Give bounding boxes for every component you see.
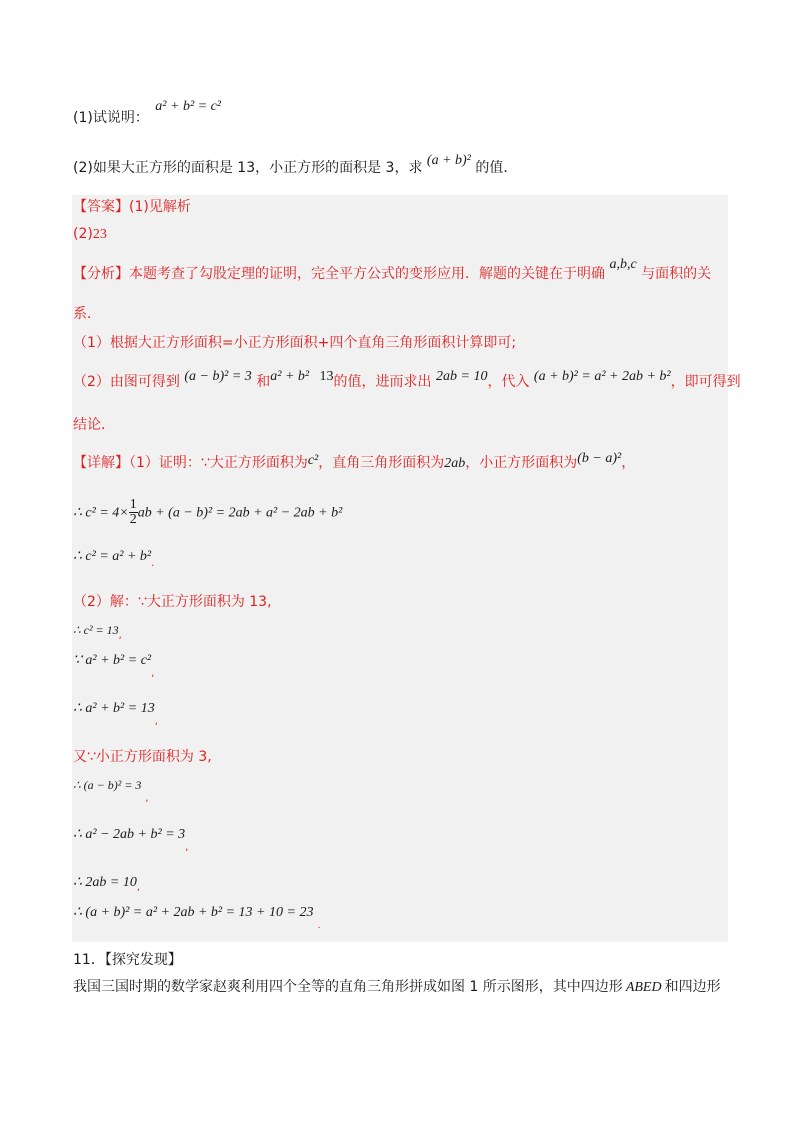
analysis-step2-f3: 2ab = 10 xyxy=(436,369,488,384)
next-text xyxy=(73,977,721,998)
detail-l6-end: , xyxy=(151,668,155,679)
question-part2 xyxy=(73,153,518,179)
detail-l5: ∴ c² = 13 xyxy=(73,623,119,637)
analysis-line2 xyxy=(73,304,101,324)
analysis-step2-c: 的值，进而求出 xyxy=(333,374,432,390)
next-text-b: 和四边形 xyxy=(664,979,721,995)
detail-p3 xyxy=(73,747,212,767)
detail-l12-end: . xyxy=(317,920,321,931)
part2-formula: (a + b)² xyxy=(426,153,471,168)
detail-line7 xyxy=(73,698,158,727)
detail-l2-post: ab + (a − b)² = 2ab + a² − 2ab + b² xyxy=(137,505,343,521)
analysis-line1 xyxy=(73,257,712,285)
detail-l11-end: , xyxy=(136,882,141,893)
question-part1 xyxy=(73,99,221,129)
detail-l10-end: , xyxy=(185,842,189,853)
detail-line2 xyxy=(73,498,342,527)
analysis-step2-f2: a² + b² xyxy=(270,369,310,384)
analysis-step2-b: 和 xyxy=(256,374,271,390)
detail-l2-pre: ∴ c² = 4× xyxy=(73,505,129,521)
next-title xyxy=(73,950,182,970)
analysis-step2-e: ，即可得到 xyxy=(670,374,741,390)
detail-p2-text: （2）解：∵大正方形面积为 13, xyxy=(73,594,272,610)
answer-item2 xyxy=(73,224,107,245)
answer-tag: 【答案】 xyxy=(73,199,129,215)
detail-p2 xyxy=(73,592,272,612)
next-text-a: 我国三国时期的数学家赵爽利用四个全等的直角三角形拼成如图 1 所示图形，其中四边形 xyxy=(73,979,623,995)
detail-line11 xyxy=(73,872,140,894)
detail-line9 xyxy=(73,775,149,804)
answer-item2-label: (2) xyxy=(73,226,93,242)
detail-p1 xyxy=(73,453,635,474)
next-title-text: 11．【探究发现】 xyxy=(73,952,182,968)
detail-p1-f2: 2ab xyxy=(444,456,466,471)
detail-line5 xyxy=(73,620,122,642)
frac-numerator: 1 xyxy=(129,497,137,512)
analysis-step2-end xyxy=(73,415,115,435)
analysis-step2-d: ，代入 xyxy=(487,374,530,390)
detail-l12: ∴ (a + b)² = a² + 2ab + b² = 13 + 10 = 23 xyxy=(73,905,314,920)
detail-line6 xyxy=(73,650,155,679)
analysis-step2-a: （2）由图可得到 xyxy=(73,374,180,390)
detail-l3: ∴ c² = a² + b² xyxy=(73,549,152,564)
detail-p1-f1: c² xyxy=(307,453,319,468)
analysis-step1 xyxy=(73,333,516,353)
detail-p1-a: （1）证明：∵大正方形面积为 xyxy=(129,455,308,471)
part2-text-b: 的值． xyxy=(475,160,518,176)
part1-label: (1)试说明： xyxy=(73,110,149,126)
part2-text-a: (2)如果大正方形的面积是 13，小正方形的面积是 3，求 xyxy=(73,160,423,176)
frac-denominator: 2 xyxy=(129,512,137,527)
detail-l11: ∴ 2ab = 10 xyxy=(73,875,137,890)
answer-item2-value: 23 xyxy=(92,227,107,242)
answer-item1: (1)见解析 xyxy=(129,199,191,215)
answer-line xyxy=(73,197,191,217)
detail-l10: ∴ a² − 2ab + b² = 3 xyxy=(73,827,186,842)
next-abed: ABED xyxy=(625,980,662,995)
analysis-step2 xyxy=(73,369,741,393)
detail-p1-f3: (b − a)² xyxy=(577,451,622,466)
analysis-text-a: 本题考查了勾股定理的证明，完全平方公式的变形应用．解题的关键在于明确 xyxy=(129,266,605,282)
detail-l6: ∵ a² + b² = c² xyxy=(73,653,152,668)
analysis-step2-f4: (a + b)² = a² + 2ab + b² xyxy=(533,369,671,384)
detail-l5-end: , xyxy=(118,630,122,641)
analysis-step1-text: （1）根据大正方形面积=小正方形面积+四个直角三角形面积计算即可; xyxy=(73,335,517,351)
detail-l9: ∴ (a − b)² = 3 xyxy=(73,778,142,792)
analysis-step2-f2b: 13 xyxy=(319,369,334,384)
analysis-text-b: 与面积的关 xyxy=(641,266,712,282)
analysis-text-c: 系． xyxy=(73,306,101,322)
detail-l7-end: , xyxy=(154,716,158,727)
detail-line12 xyxy=(73,902,321,931)
detail-l2-frac xyxy=(129,498,138,527)
detail-line10 xyxy=(73,824,189,853)
detail-l3-end: . xyxy=(151,558,155,569)
analysis-step2-f1: (a − b)² = 3 xyxy=(184,369,252,384)
detail-l9-end: , xyxy=(145,793,149,804)
detail-p1-d: ， xyxy=(621,455,636,471)
detail-line3 xyxy=(73,546,154,568)
detail-p1-b: ，直角三角形面积为 xyxy=(318,455,445,471)
detail-p3-text: 又∵小正方形面积为 3, xyxy=(73,749,212,765)
analysis-step2-f: 结论． xyxy=(73,417,115,433)
part1-formula: a² + b² = c² xyxy=(155,99,221,114)
analysis-vars: a,b,c xyxy=(609,257,637,272)
analysis-tag: 【分析】 xyxy=(73,266,129,282)
detail-tag: 【详解】 xyxy=(73,455,129,471)
detail-p1-c: ，小正方形面积为 xyxy=(465,455,578,471)
detail-l7: ∴ a² + b² = 13 xyxy=(73,701,155,716)
